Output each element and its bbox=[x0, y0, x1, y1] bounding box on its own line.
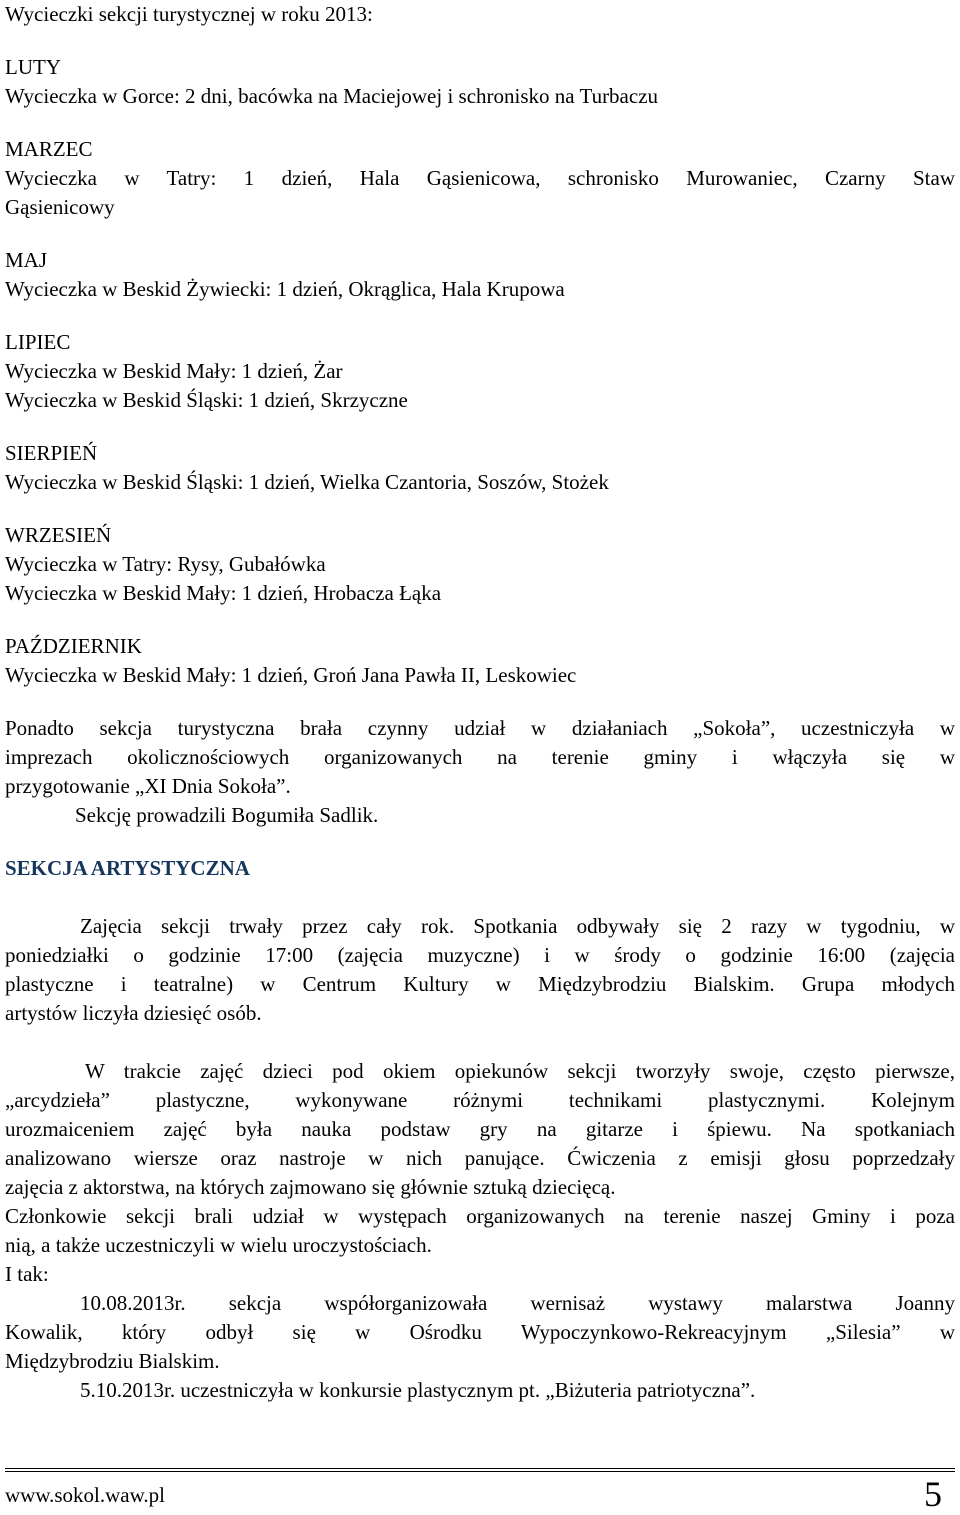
trip-line: Gąsienicowy bbox=[5, 195, 115, 219]
footer-divider bbox=[5, 1468, 955, 1469]
art-event-2: 5.10.2013r. uczestniczyła w konkursie plastycznym pt. „Biżuteria patriotyczna”. bbox=[80, 1378, 756, 1402]
itak-label: I tak: bbox=[5, 1262, 49, 1286]
event-line: 10.08.2013r. sekcja współorganizowała wernisaż wystawy malarstwa Joanny bbox=[80, 1291, 955, 1315]
art-event-1 bbox=[5, 1289, 955, 1376]
trip-line: Wycieczka w Beskid Mały: 1 dzień, Hrobacza Łąka bbox=[5, 581, 442, 605]
trip-line: Wycieczka w Beskid Mały: 1 dzień, Groń Jana Pawła II, Leskowiec bbox=[5, 663, 577, 687]
paragraph-line: analizowano wiersze oraz nastroje w nich panujące. Ćwiczenia z emisji głosu poprzedzały bbox=[5, 1146, 955, 1170]
month-block-aug bbox=[5, 439, 955, 497]
art-paragraph-3 bbox=[5, 1202, 955, 1260]
month-heading: PAŹDZIERNIK bbox=[5, 634, 142, 658]
paragraph-line: artystów liczyła dziesięć osób. bbox=[5, 1001, 262, 1025]
art-section-heading: SEKCJA ARTYSTYCZNA bbox=[5, 856, 250, 880]
month-block-feb bbox=[5, 53, 955, 111]
paragraph-line: Zajęcia sekcji trwały przez cały rok. Spotkania odbywały się 2 razy w tygodniu, w bbox=[80, 914, 955, 938]
footer-divider bbox=[5, 1471, 955, 1472]
paragraph-line: nią, a także uczestniczyli w wielu uroczystościach. bbox=[5, 1233, 432, 1257]
art-paragraph-1 bbox=[5, 912, 955, 1028]
trip-line: Wycieczka w Tatry: Rysy, Gubałówka bbox=[5, 552, 326, 576]
trip-line: Wycieczka w Beskid Mały: 1 dzień, Żar bbox=[5, 359, 343, 383]
month-heading: MARZEC bbox=[5, 137, 93, 161]
summary-line: Ponadto sekcja turystyczna brała czynny udział w działaniach „Sokoła”, uczestniczyła w bbox=[5, 716, 955, 740]
tourism-summary bbox=[5, 714, 955, 801]
footer-website-url: www.sokol.waw.pl bbox=[5, 1483, 166, 1507]
summary-line: imprezach okolicznościowych organizowanych na terenie gminy i włączyła się w bbox=[5, 745, 955, 769]
month-heading: WRZESIEŃ bbox=[5, 523, 112, 547]
trip-line: Wycieczka w Beskid Śląski: 1 dzień, Wielka Czantoria, Soszów, Stożek bbox=[5, 470, 609, 494]
trip-line: Wycieczka w Beskid Żywiecki: 1 dzień, Okrąglica, Hala Krupowa bbox=[5, 277, 565, 301]
summary-line: przygotowanie „XI Dnia Sokoła”. bbox=[5, 774, 291, 798]
paragraph-line: Członkowie sekcji brali udział w występach organizowanych na terenie naszej Gminy i poza bbox=[5, 1204, 955, 1228]
month-heading: LUTY bbox=[5, 55, 61, 79]
document-page bbox=[5, 0, 955, 1405]
art-paragraph-2 bbox=[5, 1057, 955, 1202]
month-block-oct bbox=[5, 632, 955, 690]
paragraph-line: „arcydzieła” plastyczne, wykonywane różnymi technikami plastycznymi. Kolejnym bbox=[5, 1088, 955, 1112]
paragraph-line: zajęcia z aktorstwa, na których zajmowano się głównie sztuką dziecięcą. bbox=[5, 1175, 616, 1199]
event-line: Kowalik, który odbył się w Ośrodku Wypoczynkowo-Rekreacyjnym „Silesia” w bbox=[5, 1320, 955, 1344]
section-leader: Sekcję prowadzili Bogumiła Sadlik. bbox=[75, 803, 379, 827]
trip-line: Wycieczka w Gorce: 2 dni, bacówka na Maciejowej i schronisko na Turbaczu bbox=[5, 84, 659, 108]
paragraph-line: W trakcie zajęć dzieci pod okiem opiekunów sekcji tworzyły swoje, często pierwsze, bbox=[85, 1059, 955, 1083]
paragraph-line: plastyczne i teatralne) w Centrum Kultury w Międzybrodziu Bialskim. Grupa młodych bbox=[5, 972, 955, 996]
month-block-sep bbox=[5, 521, 955, 608]
tourism-intro: Wycieczki sekcji turystycznej w roku 2013: bbox=[5, 2, 373, 26]
month-heading: SIERPIEŃ bbox=[5, 441, 98, 465]
trip-line: Wycieczka w Beskid Śląski: 1 dzień, Skrzyczne bbox=[5, 388, 408, 412]
month-heading: MAJ bbox=[5, 248, 48, 272]
month-heading: LIPIEC bbox=[5, 330, 71, 354]
paragraph-line: urozmaiceniem zajęć była nauka podstaw gry na gitarze i śpiewu. Na spotkaniach bbox=[5, 1117, 955, 1141]
month-block-mar bbox=[5, 135, 955, 222]
paragraph-line: poniedziałki o godzinie 17:00 (zajęcia muzyczne) i w środy o godzinie 16:00 (zajęcia bbox=[5, 943, 955, 967]
month-block-may bbox=[5, 246, 955, 304]
event-line: Międzybrodziu Bialskim. bbox=[5, 1349, 220, 1373]
trip-line: Wycieczka w Tatry: 1 dzień, Hala Gąsienicowa, schronisko Murowaniec, Czarny Staw bbox=[5, 166, 955, 190]
month-block-jul bbox=[5, 328, 955, 415]
page-number: 5 bbox=[924, 1474, 942, 1514]
